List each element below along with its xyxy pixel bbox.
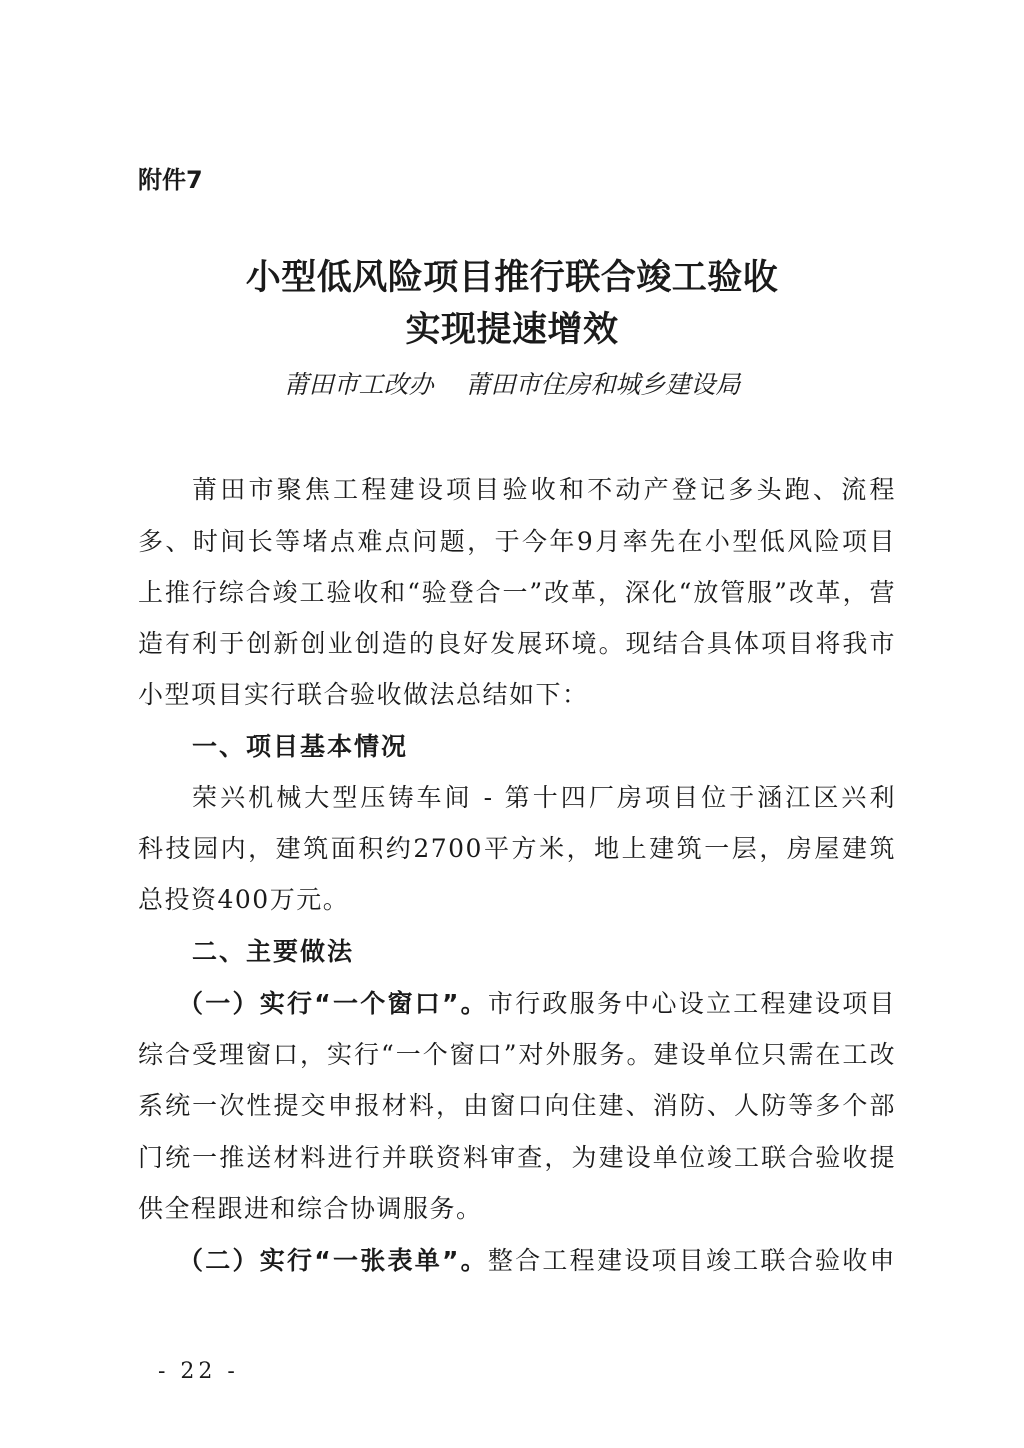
section-1-heading: 一、项目基本情况 [192,732,409,761]
intro-line-5: 小型项目实行联合验收做法总结如下： [138,680,589,709]
section-1-line-2: 科技园内，建筑面积约2700平方米，地上建筑一层，房屋建筑 [138,834,896,863]
document-authors: 莆田市工改办 莆田市住房和城乡建设局 [283,370,741,399]
attachment-label: 附件7 [138,166,203,194]
intro-line-4: 造有利于创新创业创造的良好发展环境。现结合具体项目将我市 [138,629,896,658]
page-number: - 22 - [158,1359,239,1384]
item-1-first-line [178,984,896,1024]
item-1-lead: （一）实行“一个窗口”。 [178,989,488,1018]
item-1-line-5: 供全程跟进和综合协调服务。 [138,1194,483,1223]
intro-line-1: 莆田市聚焦工程建设项目验收和不动产登记多头跑、流程 [192,475,896,504]
section-2-heading: 二、主要做法 [192,937,355,966]
document-title-line-1: 小型低风险项目推行联合竣工验收 [245,258,779,298]
item-1-line-3: 系统一次性提交申报材料，由窗口向住建、消防、人防等多个部 [138,1091,896,1120]
section-1-line-3: 总投资400万元。 [138,885,350,914]
item-2-first-line-text: 整合工程建设项目竣工联合验收申 [487,1246,896,1275]
section-1-line-1: 荣兴机械大型压铸车间 - 第十四厂房项目位于涵江区兴利 [192,783,896,812]
item-1-first-line-text: 市行政服务中心设立工程建设项目 [487,989,896,1018]
item-1-line-4: 门统一推送材料进行并联资料审查，为建设单位竣工联合验收提 [138,1143,896,1172]
item-2-lead: （二）实行“一张表单”。 [178,1246,488,1275]
intro-line-2: 多、时间长等堵点难点问题，于今年9月率先在小型低风险项目 [138,527,896,556]
document-title-line-2: 实现提速增效 [405,310,619,350]
intro-line-3: 上推行综合竣工验收和“验登合一”改革，深化“放管服”改革，营 [138,578,896,607]
item-1-line-2: 综合受理窗口，实行“一个窗口”对外服务。建设单位只需在工改 [138,1040,896,1069]
item-2-first-line [178,1241,896,1281]
